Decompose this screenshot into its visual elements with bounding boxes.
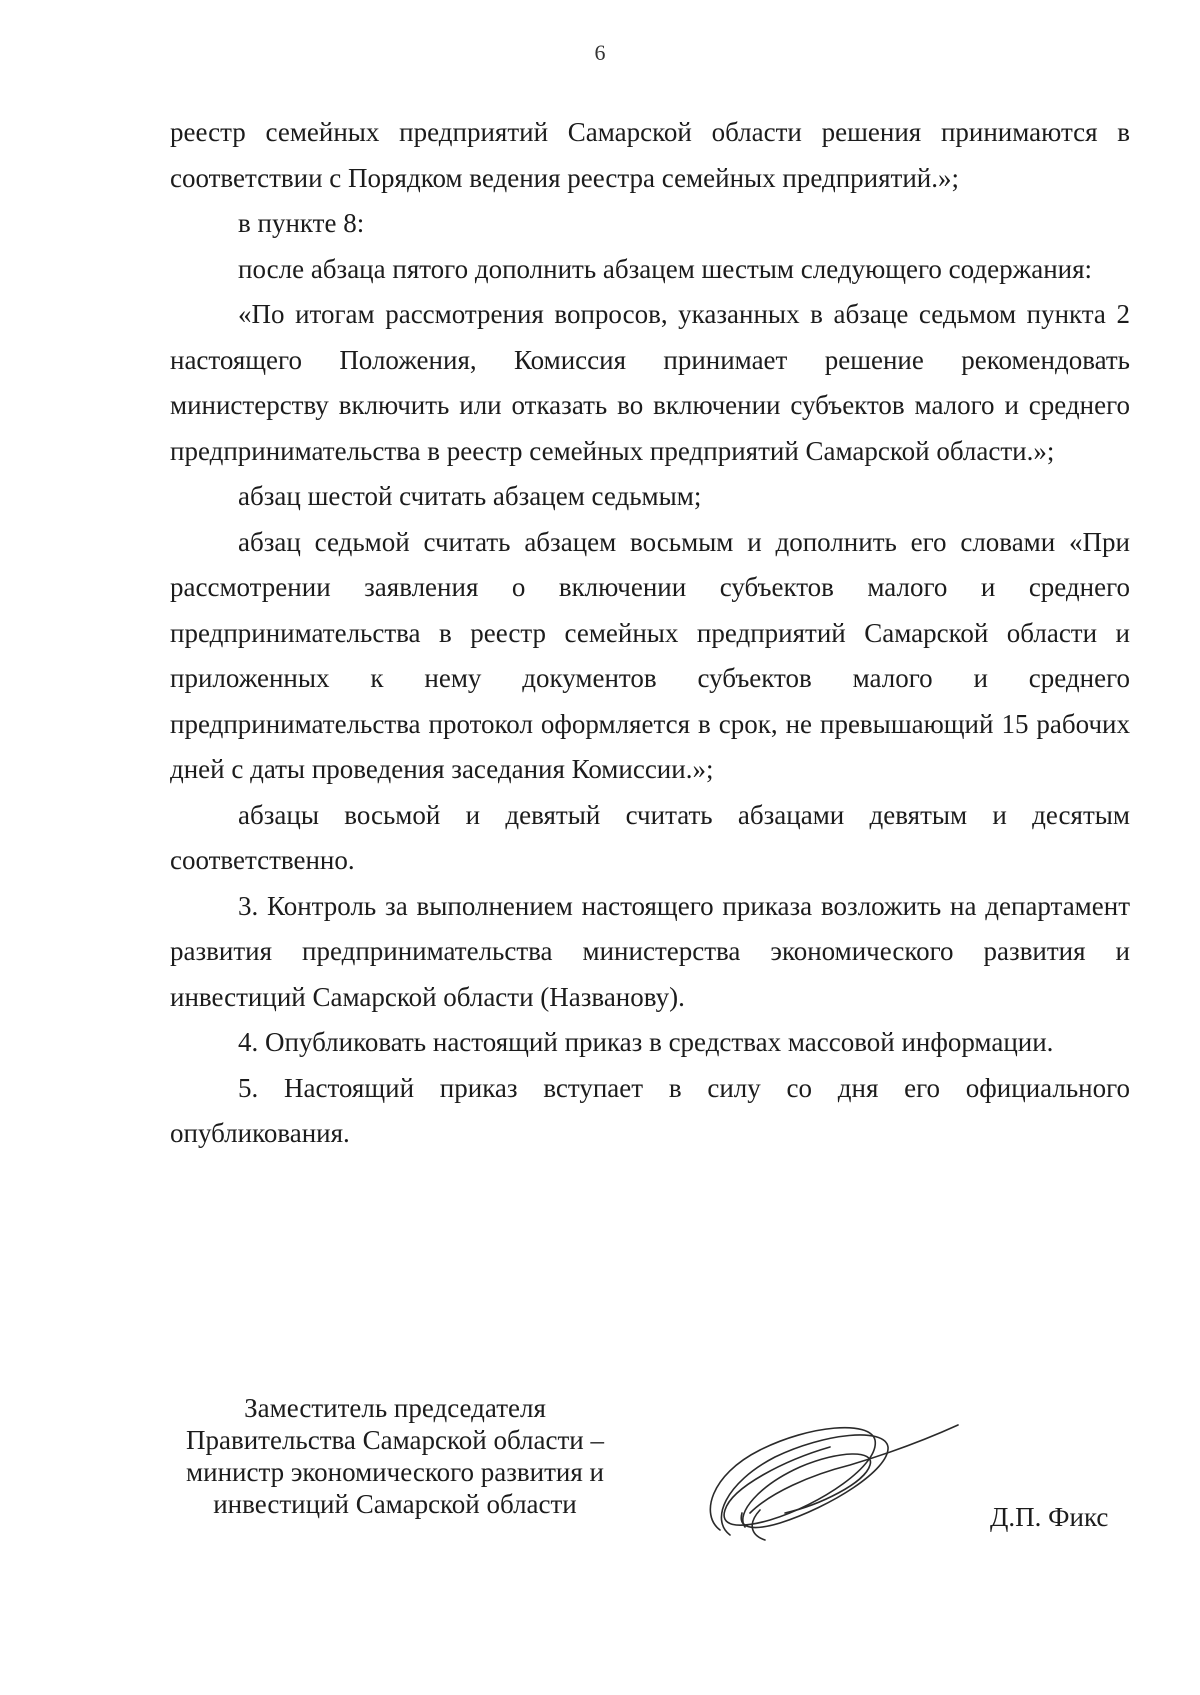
paragraph-1: реестр семейных предприятий Самарской области решения принимаются в соответствии с Порядком ведения реестра семейных предприятий.»; [170, 117, 1130, 193]
page-number: 6 [594, 40, 606, 65]
paragraph-4: «По итогам рассмотрения вопросов, указанных в абзаце седьмом пункта 2 настоящего Положения, Комиссия принимает решение рекомендовать министерству включить или отказать во включении субъектов малого и среднего предпринимательства в реестр семейных предприятий Самарской области.»; [170, 299, 1130, 466]
document-body [170, 110, 1130, 1157]
paragraph-3: после абзаца пятого дополнить абзацем шестым следующего содержания: [238, 253, 1093, 284]
paragraph-2: в пункте 8: [238, 208, 365, 238]
paragraph-7: абзацы восьмой и девятый считать абзацами девятым и десятым соответственно. [170, 799, 1130, 875]
paragraph-6: абзац седьмой считать абзацем восьмым и дополнить его словами «При рассмотрении заявления о включении субъектов малого и среднего предпринимательства в реестр семейных предприятий Самарской области и приложенных к нему документов субъектов малого и среднего предпринимательства протокол оформляется в срок, не превышающий 15 рабочих дней с даты проведения заседания Комиссии.»; [170, 526, 1130, 784]
position-line: министр экономического развития и [186, 1457, 604, 1487]
paragraph-10: 5. Настоящий приказ вступает в силу со дня его официального опубликования. [170, 1072, 1130, 1148]
handwritten-signature [690, 1395, 960, 1555]
signer-name: Д.П. Фикс [990, 1502, 1109, 1532]
signatory-position [160, 1392, 630, 1520]
position-line: инвестиций Самарской области [213, 1489, 577, 1519]
position-line: Заместитель председателя [244, 1393, 546, 1423]
paragraph-5: абзац шестой считать абзацем седьмым; [238, 481, 702, 511]
paragraph-9: 4. Опубликовать настоящий приказ в средствах массовой информации. [238, 1027, 1054, 1057]
paragraph-8: 3. Контроль за выполнением настоящего приказа возложить на департамент развития предпринимательства министерства экономического развития и инвестиций Самарской области (Названову). [170, 890, 1130, 1012]
position-line: Правительства Самарской области – [186, 1425, 604, 1455]
